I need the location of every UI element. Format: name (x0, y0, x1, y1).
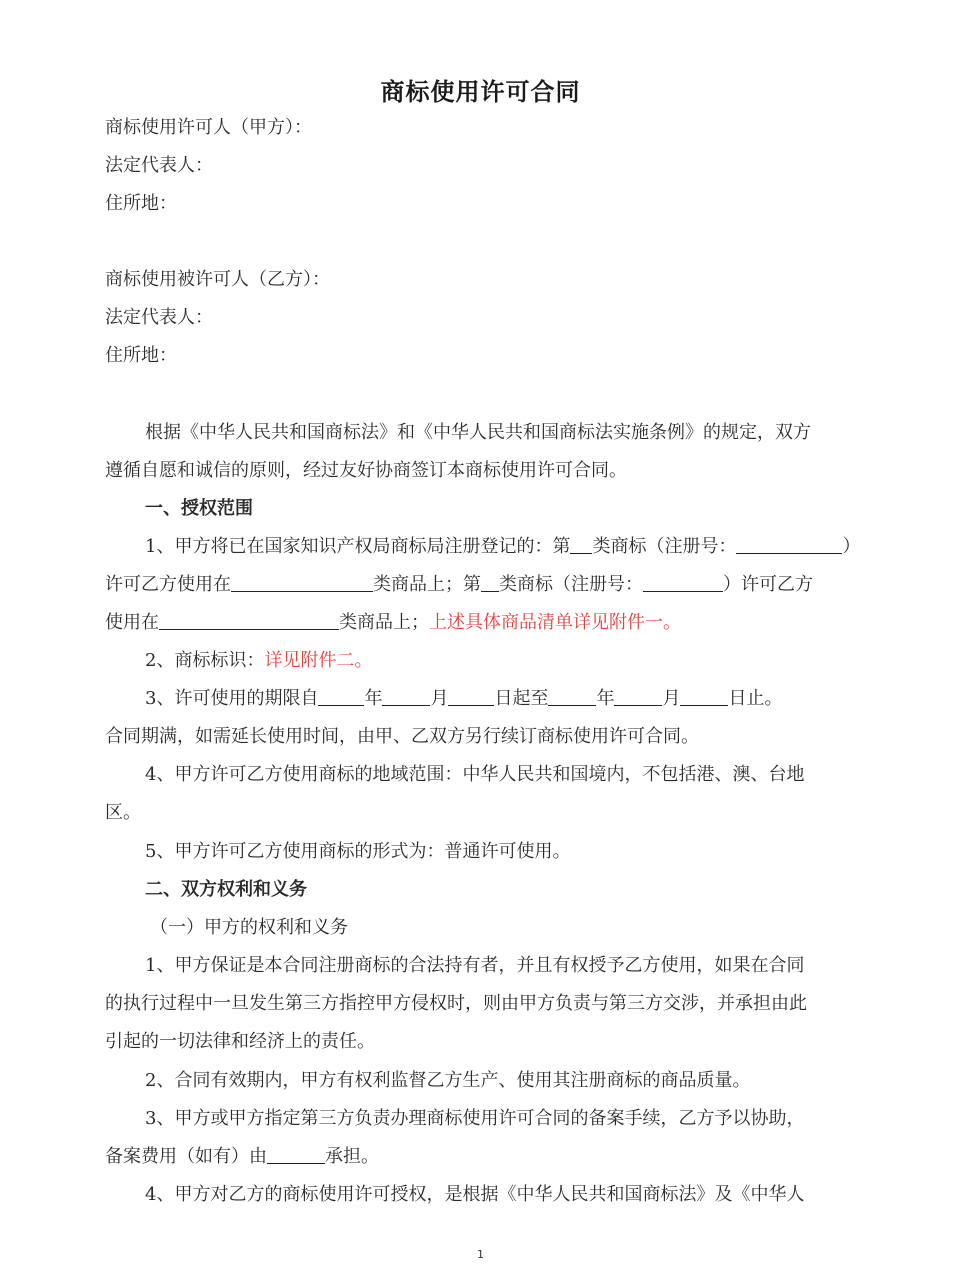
goods-blank (159, 611, 339, 630)
item3-line-2 (105, 1145, 865, 1169)
date-blank (382, 687, 430, 706)
year-label: 年 (364, 688, 383, 709)
clause1-text: 类商标（注册号： (499, 574, 643, 595)
clause3-text: 3、许可使用的期限自 (145, 688, 319, 709)
clause1-text: 类商标（注册号： (592, 536, 737, 557)
day-from-label: 日起至 (494, 688, 549, 709)
item3-text: 备案费用（如有）由 (105, 1146, 267, 1167)
party-a-address: 住所地： (105, 193, 177, 214)
clause1-line-2 (105, 573, 865, 597)
date-blank (548, 687, 596, 706)
date-blank (448, 687, 494, 706)
registration-number-blank (643, 573, 723, 592)
item1-line-2: 的执行过程中一旦发生第三方指控甲方侵权时，则由甲方负责与第三方交涉，并承担由此 (105, 993, 807, 1014)
party-b-address: 住所地： (105, 345, 177, 366)
clause1-text: 类商品上； (339, 612, 429, 633)
section2-heading: 二、双方权利和义务 (145, 879, 307, 900)
party-b-rep: 法定代表人： (105, 307, 213, 328)
class-blank (570, 535, 592, 554)
annex1-note: 上述具体商品清单详见附件一。 (429, 612, 681, 633)
party-a-label: 商标使用许可人（甲方）： (105, 117, 312, 138)
class-blank (481, 573, 499, 592)
party-a-rep: 法定代表人： (105, 155, 213, 176)
registration-number-blank (736, 535, 842, 554)
day-to-label: 日止。 (728, 688, 783, 709)
month-label: 月 (430, 688, 449, 709)
clause5: 5、甲方许可乙方使用商标的形式为：普通许可使用。 (145, 841, 571, 862)
clause1-text: ）许可乙方 (723, 574, 813, 595)
item1-line-1: 1、甲方保证是本合同注册商标的合法持有者，并且有权授予乙方使用，如果在合同 (145, 955, 805, 976)
item2: 2、合同有效期内，甲方有权利监督乙方生产、使用其注册商标的商品质量。 (145, 1070, 751, 1091)
annex2-note: 详见附件二。 (264, 650, 373, 671)
clause2 (145, 649, 865, 673)
section1-heading: 一、授权范围 (145, 498, 253, 519)
page-number: 1 (477, 1248, 484, 1261)
clause1-line-3 (105, 611, 865, 635)
clause3-line-1 (145, 687, 865, 711)
date-blank (318, 687, 364, 706)
item3-text: 承担。 (325, 1146, 379, 1167)
clause4-line-2: 区。 (105, 802, 141, 823)
clause1-text: 1、甲方将已在国家知识产权局商标局注册登记的：第 (145, 536, 571, 557)
year-label: 年 (596, 688, 615, 709)
month-label: 月 (662, 688, 681, 709)
party-b-label: 商标使用被许可人（乙方）： (105, 269, 330, 290)
clause1-text: ） (842, 536, 861, 557)
section2-sub1: （一）甲方的权利和义务 (150, 917, 348, 938)
fee-party-blank (267, 1145, 325, 1164)
clause1-line-1 (145, 535, 865, 559)
clause1-text: 使用在 (105, 612, 159, 633)
preamble-line-1: 根据《中华人民共和国商标法》和《中华人民共和国商标法实施条例》的规定，双方 (145, 422, 811, 443)
clause2-text: 2、商标标识： (145, 650, 265, 671)
goods-blank (231, 573, 373, 592)
item3-line-1: 3、甲方或甲方指定第三方负责办理商标使用许可合同的备案手续，乙方予以协助， (145, 1108, 805, 1129)
preamble-line-2: 遵循自愿和诚信的原则，经过友好协商签订本商标使用许可合同。 (105, 460, 627, 481)
clause4-line-1: 4、甲方许可乙方使用商标的地域范围：中华人民共和国境内，不包括港、澳、台地 (145, 764, 805, 785)
date-blank (680, 687, 728, 706)
clause1-text: 许可乙方使用在 (105, 574, 231, 595)
item1-line-3: 引起的一切法律和经济上的责任。 (105, 1031, 375, 1052)
date-blank (614, 687, 662, 706)
clause3-line-2: 合同期满，如需延长使用时间，由甲、乙双方另行续订商标使用许可合同。 (105, 726, 699, 747)
clause1-text: 类商品上；第 (373, 574, 481, 595)
document-title: 商标使用许可合同 (380, 78, 581, 106)
item4-line-1: 4、甲方对乙方的商标使用许可授权，是根据《中华人民共和国商标法》及《中华人 (145, 1184, 805, 1205)
